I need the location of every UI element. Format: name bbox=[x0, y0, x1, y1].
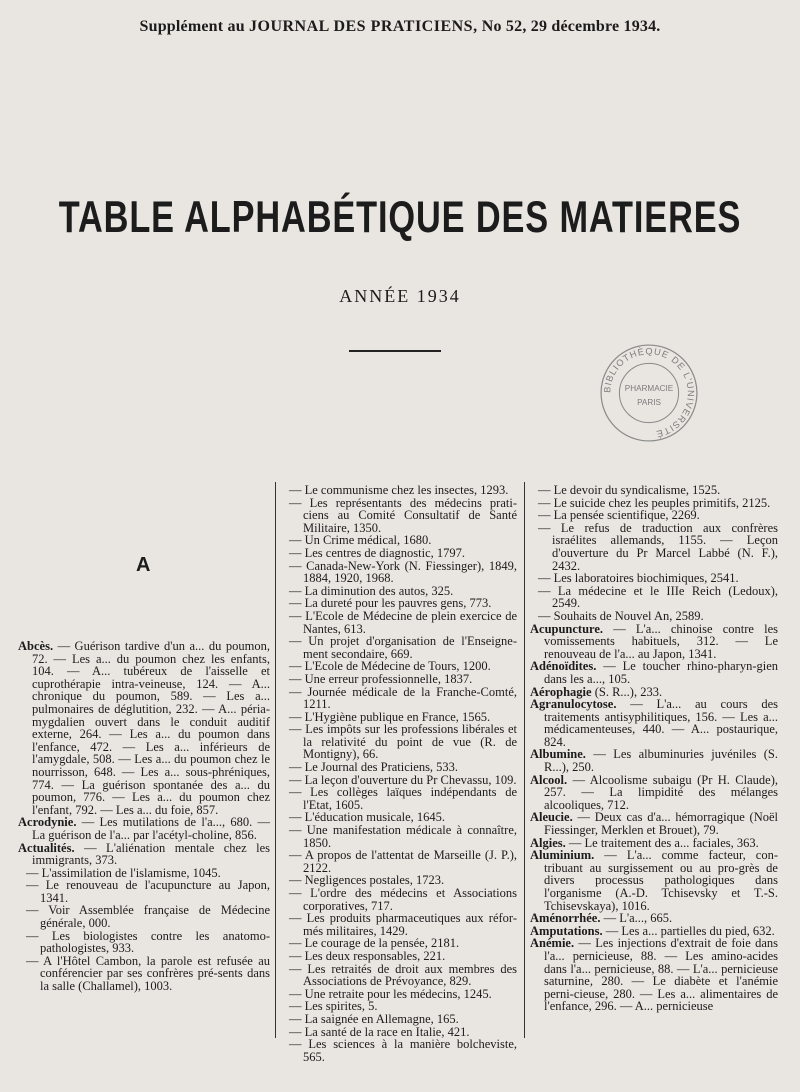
index-entry-text: — La santé de la race en Italie, 421. bbox=[289, 1024, 470, 1039]
index-entry bbox=[530, 621, 778, 661]
index-entry-text: — La dureté pour les pauvres gens, 773. bbox=[289, 596, 492, 611]
index-entry-text: — L'a... chinoise contre les vomissements habituels, 312. — Le renouveau de l'a... au Japon, 1341. bbox=[544, 621, 778, 661]
index-entry-text: — Un projet d'organisation de l'Enseigne-ment secondaire, 669. bbox=[289, 634, 517, 661]
header-number: No 52, bbox=[481, 18, 527, 35]
index-entry bbox=[530, 848, 779, 913]
index-entry bbox=[289, 911, 517, 938]
index-entry-text: — Les représentants des médecins prati-ciens au Comité Consultatif de Santé Militaire, 1350. bbox=[289, 495, 517, 535]
index-entry-text: — Le traitement des a... faciales, 363. bbox=[568, 835, 759, 850]
index-entry-text: — L'aliénation mentale chez les immigrants, 373. bbox=[32, 840, 270, 868]
index-entry-heading: Aménorrhée. bbox=[530, 911, 601, 926]
index-entry-text: — Une erreur professionnelle, 1837. bbox=[289, 671, 473, 686]
index-entry bbox=[289, 558, 517, 586]
index-entry-text: — Les centres de diagnostic, 1797. bbox=[289, 545, 465, 560]
index-entry bbox=[18, 815, 271, 842]
index-entry-text: — Les mutilations de l'a..., 680. — La guérison de l'a... par l'acétyl-choline, 856. bbox=[32, 815, 271, 842]
header-prefix: Supplément au bbox=[139, 18, 245, 35]
index-entry-text: — Les sciences à la manière bolcheviste, 565. bbox=[289, 1037, 517, 1064]
index-entry-text: — L'Hygiène publique en France, 1565. bbox=[289, 709, 491, 724]
index-entry bbox=[530, 659, 778, 686]
index-entry bbox=[530, 697, 778, 749]
index-entry-text: — Souhaits de Nouvel An, 2589. bbox=[538, 608, 704, 623]
index-entry bbox=[538, 583, 778, 611]
index-entry-text: — L'Ecole de Médecine de plein exercice de Nantes, 613. bbox=[289, 608, 517, 636]
index-entry bbox=[289, 1037, 517, 1064]
index-entry-text: — L'ordre des médecins et Associations corporatives, 717. bbox=[289, 886, 517, 913]
index-entry-text: — L'a... au cours des traitements antisyphilitiques, 156. — Les a... médicamenteuses, 440. — A... postaurique, 824. bbox=[544, 697, 778, 749]
index-entry-text: — Deux cas d'a... hémorragique (Noël Fiessinger, Merklen et Brouet), 79. bbox=[544, 810, 779, 838]
index-entry-text: — Les spirites, 5. bbox=[289, 999, 378, 1014]
index-entry bbox=[530, 747, 779, 775]
index-entry-text: — L'assimilation de l'islamisme, 1045. bbox=[26, 865, 221, 880]
index-entry-text: — Les laboratoires biochimiques, 2541. bbox=[538, 571, 739, 586]
stamp-ring-text: BIBLIOTHÈQUE DE L'UNIVERSITÉ bbox=[602, 346, 696, 440]
index-entry-text: — La pensée scientifique, 2269. bbox=[538, 508, 700, 523]
title-rule bbox=[349, 350, 441, 352]
index-entry-heading: Abcès. bbox=[18, 639, 54, 653]
index-entry-text: — Le communisme chez les insectes, 1293. bbox=[289, 483, 509, 497]
index-entry-text: — Une retraite pour les médecins, 1245. bbox=[289, 986, 492, 1001]
index-entry-text: — L'éducation musicale, 1645. bbox=[289, 810, 446, 825]
index-entry-text: — Le Journal des Praticiens, 533. bbox=[289, 760, 459, 775]
index-entry-heading: Actualités. bbox=[18, 840, 75, 855]
index-entry bbox=[530, 772, 779, 812]
index-entry bbox=[289, 886, 517, 913]
index-entry-heading: Aluminium. bbox=[530, 848, 595, 863]
year-subtitle: ANNÉE 1934 bbox=[339, 286, 461, 306]
index-entry-heading: Aérophagie bbox=[530, 684, 592, 699]
index-entry-text: — Canada-New-York (N. Fiessinger), 1849, 1884, 1920, 1968. bbox=[289, 558, 517, 586]
index-entry-text: — L'a... comme facteur, con-tribuant au surgissement ou au pro-grès de divers processus pathologiques dans l'organisme (A.-D. Tchisevsky et T.-S. Tchisevskaya), 1016. bbox=[544, 848, 779, 913]
index-entry-heading: Anémie. bbox=[530, 936, 575, 951]
index-entry-heading: Albumine. bbox=[530, 747, 586, 762]
index-entry-text: — Guérison tardive d'un a... du poumon, 72. — Les a... du poumon chez les enfants, 104. — A... tubéreux de l'aisselle et cuprothérapie intra-veineuse, 124. — A... chronique du poumon, 589. — Les a... pulmonaires de déglutition, 232. — A... péria-mygdalien ouvert dans le conduit auditif externe, 264. — Les a... du poumon dans l'enfance, 472. — Les a... inférieurs de l'amygdale, 508. — Les a... du poumon chez le nourrisson, 648. — Les a... sous-phréniques, 774. — La guérison spontanée des a... du poumon, 776. — Les a... du poumon chez l'enfant, 792. — Les a... du foie, 857. bbox=[32, 639, 270, 817]
index-entry-text: — Le devoir du syndicalisme, 1525. bbox=[538, 483, 721, 497]
index-entry bbox=[289, 848, 517, 875]
page-title: TABLE ALPHABÉTIQUE DES MATIERES bbox=[58, 192, 742, 243]
column-divider-right bbox=[524, 482, 525, 1038]
index-entry-heading: Acrodynie. bbox=[18, 815, 77, 830]
index-entry-text: — La médecine et le IIIe Reich (Ledoux), 2549. bbox=[538, 583, 778, 611]
index-entry-heading: Amputations. bbox=[530, 923, 603, 938]
index-entry bbox=[530, 936, 778, 1014]
index-entry-text: — Le courage de la pensée, 2181. bbox=[289, 936, 460, 951]
index-entry bbox=[289, 823, 517, 850]
index-entry-text: — Le toucher rhino-pharyn-gien dans les a..., 105. bbox=[544, 659, 778, 686]
index-entry bbox=[289, 684, 517, 712]
index-entry-text: — Le refus de traduction aux confrères israélites allemands, 1155. — Leçon d'ouverture du Pr Marcel Labbé (N. F.), 2432. bbox=[538, 520, 778, 573]
index-entry bbox=[538, 520, 778, 573]
index-entry bbox=[289, 722, 517, 762]
index-entry-text: — La diminution des autos, 325. bbox=[289, 583, 454, 598]
index-entry-text: — Les biologistes contre les anatomo-pathologistes, 933. bbox=[26, 928, 270, 956]
index-entry-text: — Les injections d'extrait de foie dans l'a... pernicieuse, 88. — Les amino-acides dans l'a... pernicieuse, 88. — L'a... pernicieuse saturnine, 280. — Le diabète et l'anémie perni-cieuse, 280. — Les a... alimentaires de l'enfance, 296. — A... pernicieuse bbox=[544, 936, 778, 1014]
index-column-1 bbox=[18, 640, 270, 993]
index-entry bbox=[18, 639, 270, 817]
index-entry-text: — Les impôts sur les professions libérales et la relativité du point de vue (R. de Montigny), 66. bbox=[289, 722, 517, 762]
index-entry-heading: Acupuncture. bbox=[530, 621, 604, 636]
index-entry bbox=[289, 961, 517, 989]
index-entry bbox=[289, 785, 517, 812]
index-entry bbox=[289, 495, 517, 535]
index-entry-heading: Alcool. bbox=[530, 772, 568, 787]
index-entry-heading: Algies. bbox=[530, 835, 566, 850]
index-entry-heading: Aleucie. bbox=[530, 810, 573, 825]
page-header bbox=[0, 18, 800, 36]
index-entry-text: — Une manifestation médicale à connaître, 1850. bbox=[289, 823, 517, 850]
index-entry-text: — A propos de l'attentat de Marseille (J. P.), 2122. bbox=[289, 848, 517, 875]
index-entry-text: — Alcoolisme subaigu (Pr H. Claude), 257. — La limpidité des mélanges alcooliques, 712. bbox=[544, 772, 779, 812]
index-entry-text: — La leçon d'ouverture du Pr Chevassu, 109. bbox=[289, 772, 517, 787]
index-entry-text: (S. R...), 233. bbox=[594, 684, 663, 699]
index-entry bbox=[18, 840, 270, 868]
index-entry-text: — Les a... partielles du pied, 632. bbox=[605, 923, 775, 938]
index-column-2 bbox=[281, 484, 517, 1063]
index-entry-text: — La saignée en Allemagne, 165. bbox=[289, 1011, 459, 1026]
index-column-3 bbox=[530, 484, 778, 1013]
index-entry-text: — Negligences postales, 1723. bbox=[289, 873, 445, 888]
index-entry-text: — Les retraités de droit aux membres des Associations de Prévoyance, 829. bbox=[289, 961, 517, 989]
stamp-center-top: PHARMACIE bbox=[624, 383, 674, 393]
header-date: 29 décembre 1934. bbox=[530, 18, 661, 35]
index-entry-text: — Journée médicale de la Franche-Comté, 1211. bbox=[289, 684, 517, 712]
stamp-center-bottom: PARIS bbox=[637, 398, 661, 408]
library-stamp bbox=[598, 342, 700, 444]
index-entry-text: — Un Crime médical, 1680. bbox=[289, 533, 432, 548]
index-entry bbox=[289, 608, 517, 636]
index-entry bbox=[26, 953, 270, 994]
section-letter: A bbox=[136, 554, 151, 576]
index-entry-text: — A l'Hôtel Cambon, la parole est refusée au conférencier par ses confrères pré-sents dans la salle (Challamel), 1003. bbox=[26, 953, 270, 994]
index-entry-text: — Les deux responsables, 221. bbox=[289, 948, 446, 963]
index-entry bbox=[289, 634, 517, 661]
index-entry bbox=[530, 810, 779, 838]
header-journal: JOURNAL DES PRATICIENS, bbox=[249, 18, 478, 35]
index-entry-text: — Les produits pharmaceutiques aux réfor-més militaires, 1429. bbox=[289, 911, 517, 938]
index-entry-text: — L'a..., 665. bbox=[603, 911, 673, 926]
index-entry bbox=[26, 928, 270, 956]
column-divider-left bbox=[275, 482, 276, 1038]
index-entry-text: — L'Ecole de Médecine de Tours, 1200. bbox=[289, 659, 491, 674]
index-entry bbox=[26, 903, 270, 931]
index-entry-text: — Voir Assemblée française de Médecine générale, 000. bbox=[26, 903, 270, 931]
index-entry bbox=[26, 878, 270, 905]
index-entry-text: — Le renouveau de l'acupuncture au Japon, 1341. bbox=[26, 878, 270, 905]
index-entry-text: — Les albuminuries juvéniles (S. R...), 250. bbox=[544, 747, 779, 775]
index-entry-text: — Le suicide chez les peuples primitifs, 2125. bbox=[538, 495, 771, 510]
index-entry-heading: Adénoïdites. bbox=[530, 659, 597, 674]
index-entry-text: — Les collèges laïques indépendants de l'Etat, 1605. bbox=[289, 785, 517, 812]
index-entry-heading: Agranulocytose. bbox=[530, 697, 617, 712]
